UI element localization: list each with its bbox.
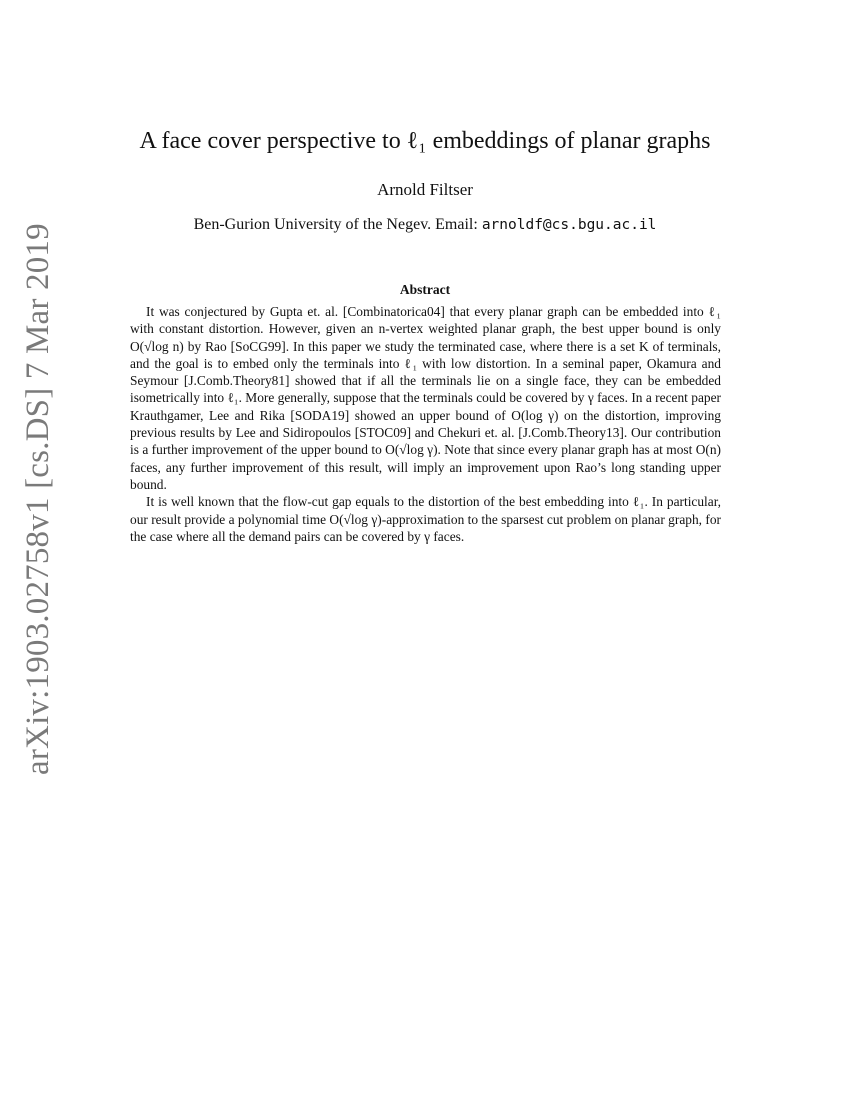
author-name: Arnold Filtser xyxy=(377,180,473,199)
abstract-paragraph: It was conjectured by Gupta et. al. [Combinatorica04] that every planar graph can be embedded into ℓ₁ with constant distortion. However, given an n-vertex weighted planar graph, the best upper bound is only O(√log n) by Rao [SoCG99]. In this paper we study the terminated case, where there is a set K of terminals, and the goal is to embed only the terminals into ℓ₁ with low distortion. In a seminal paper, Okamura and Seymour [J.Comb.Theory81] showed that if all the terminals lie on a single face, they can be embedded isometrically into ℓ₁. More generally, suppose that the terminals could be covered by γ faces. In a recent paper Krauthgamer, Lee and Rika [SODA19] showed an upper bound of O(log γ) on the distortion, improving previous results by Lee and Sidiropoulos [STOC09] and Chekuri et. al. [J.Comb.Theory13]. Our contribution is a further improvement of the upper bound to O(√log γ). Note that since every planar graph has at most O(n) faces, any further improvement of this result, will imply an improvement upon Rao’s long standing upper bound. xyxy=(130,304,721,492)
abstract-heading: Abstract xyxy=(399,282,451,297)
abstract-body xyxy=(130,303,721,545)
email-link[interactable]: arnoldf@cs.bgu.ac.il xyxy=(481,217,657,233)
abstract-paragraph: It is well known that the flow-cut gap equals to the distortion of the best embedding into ℓ₁. In particular, our result provide a polynomial time O(√log γ)-approximation to the sparsest cut problem on planar graph, for the case where all the demand pairs can be covered by γ faces. xyxy=(130,494,721,544)
paper-title: A face cover perspective to ℓ₁ embeddings of planar graphs xyxy=(139,128,711,154)
arxiv-identifier: arXiv:1903.02758v1 [cs.DS] 7 Mar 2019 xyxy=(20,223,56,775)
affiliation-text: Ben-Gurion University of the Negev. Email: xyxy=(193,216,478,233)
affiliation-line xyxy=(0,216,850,234)
